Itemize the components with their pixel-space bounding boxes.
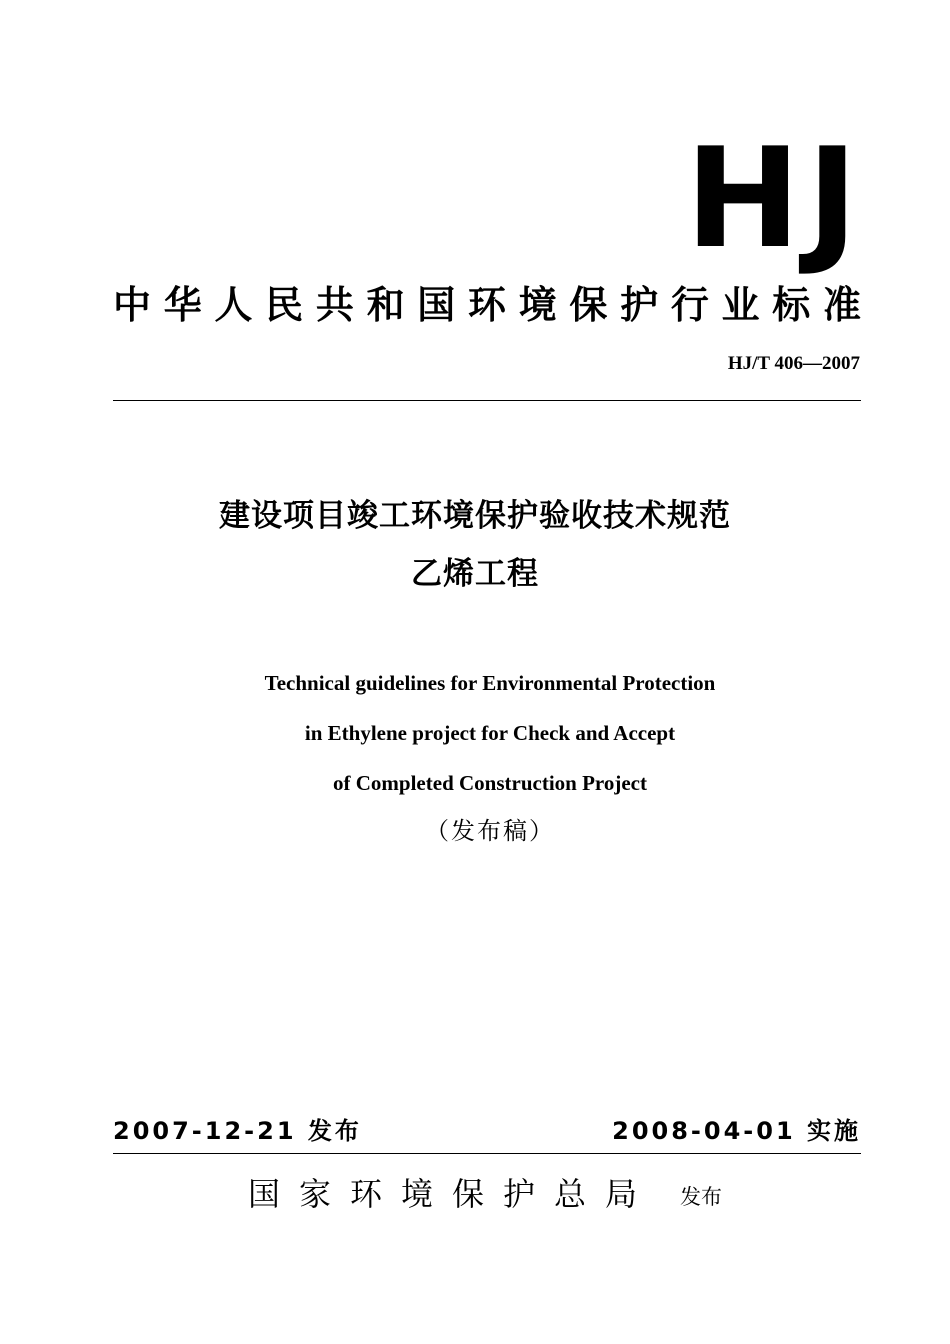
hj-logo: HJ — [685, 118, 864, 279]
publisher: 国家环境保护总局 — [248, 1175, 657, 1213]
cn-title-line1: 建设项目竣工环境保护验收技术规范 — [219, 498, 731, 534]
top-divider — [113, 400, 861, 401]
standard-number: HJ/T 406—2007 — [727, 353, 860, 374]
cn-title-line2: 乙烯工程 — [411, 556, 539, 592]
effective-date: 2008-04-01 实施 — [612, 1117, 861, 1145]
org-title: 中华人民共和国环境保护行业标准 — [113, 283, 861, 327]
bottom-divider — [113, 1153, 861, 1154]
en-title-line3: of Completed Construction Project — [333, 771, 647, 795]
issue-date: 2007-12-21 发布 — [113, 1117, 362, 1145]
draft-status: （发布稿） — [425, 817, 555, 845]
en-title-line1: Technical guidelines for Environmental Protection — [264, 671, 716, 695]
publisher-suffix: 发布 — [680, 1185, 722, 1209]
en-title-line2: in Ethylene project for Check and Accept — [304, 721, 676, 745]
